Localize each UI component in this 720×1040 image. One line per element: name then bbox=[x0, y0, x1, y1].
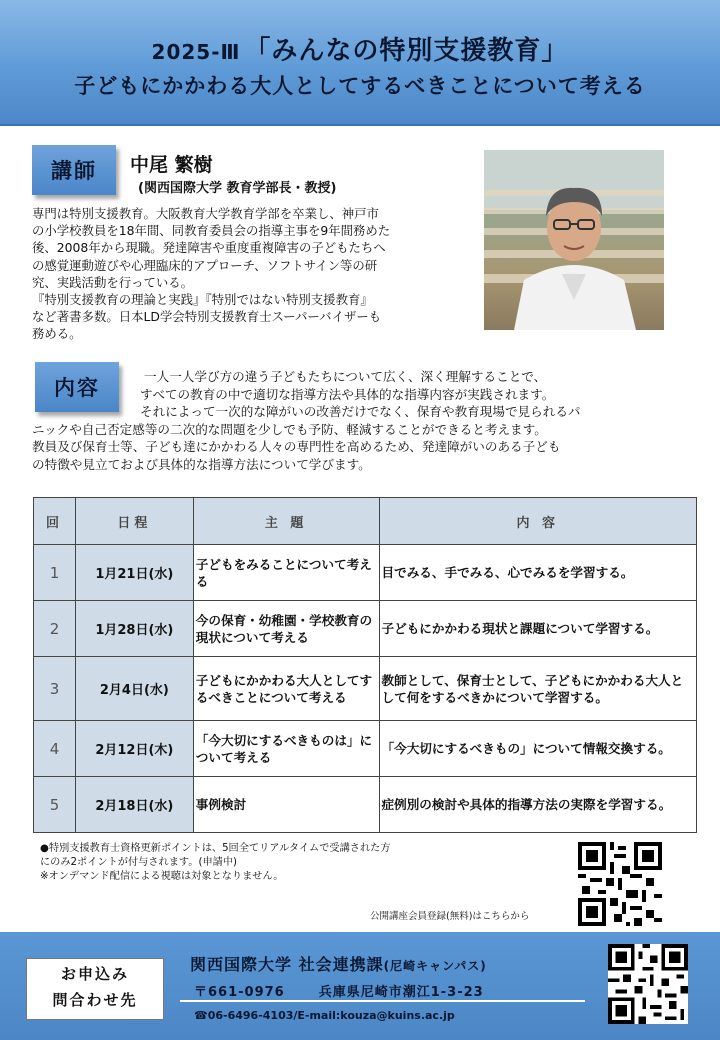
session-desc: 症例別の検討や具体的指導方法の実際を学習する。 bbox=[379, 777, 697, 833]
bio-line: 務める。 bbox=[32, 326, 82, 342]
bio-line: 後、2008年から現職。発達障害や重度重複障害の子どもたちへ bbox=[32, 240, 386, 256]
content-line: 教員及び保育士等、子ども達にかかわる人々の専門性を高めるため、発達障がいのある子ども bbox=[32, 439, 561, 455]
header-year: 2025-Ⅲ bbox=[151, 40, 241, 64]
header-title bbox=[0, 30, 720, 67]
apply-label: お申込み bbox=[60, 965, 129, 983]
session-theme: 子どもにかかわる大人としてするべきことについて考える bbox=[193, 657, 379, 721]
bio-line: の小学校教員を18年間、同教育委員会の指導主事を9年間務めた bbox=[32, 223, 391, 239]
content-line: の特徴や見立ておよび具体的な指導方法について学びます。 bbox=[32, 456, 371, 472]
session-desc: 教師として、保育士として、子どもにかかわる大人として何をするべきかについて学習する。 bbox=[379, 657, 697, 721]
content-line: それによって一次的な障がいの改善だけでなく、保育や教育現場で見られるパ bbox=[140, 404, 581, 420]
note-line: にのみ2ポイントが付与されます。(申請中) bbox=[40, 857, 237, 868]
session-no: 4 bbox=[34, 721, 76, 777]
table-row bbox=[34, 545, 697, 601]
session-desc: 「今大切にするべきもの」について情報交換する。 bbox=[379, 721, 697, 777]
session-date: 2月12日(木) bbox=[75, 721, 193, 777]
footer-divider bbox=[180, 1000, 585, 1002]
lecturer-bio bbox=[32, 205, 472, 343]
session-desc: 目でみる、手でみる、心でみるを学習する。 bbox=[379, 545, 697, 601]
header-theme: 主 題 bbox=[193, 498, 379, 545]
content-tag: 内容 bbox=[35, 362, 119, 412]
lecturer-affiliation: (関西国際大学 教育学部長・教授) bbox=[138, 181, 337, 196]
zip-code: 〒661-0976 bbox=[194, 985, 285, 1000]
note-line: ●特別支援教育士資格更新ポイントは、5回全てリアルタイムで受講された方 bbox=[40, 843, 391, 854]
session-theme: 子どもをみることについて考える bbox=[193, 545, 379, 601]
session-no: 1 bbox=[34, 545, 76, 601]
org-campus: (尼崎キャンパス) bbox=[383, 959, 487, 973]
schedule-table bbox=[33, 497, 697, 833]
registration-label: 公開講座会員登録(無料)はこちらから bbox=[370, 911, 530, 922]
bio-line: 究、実践活動を行っている。 bbox=[32, 274, 194, 290]
notes bbox=[40, 842, 391, 884]
session-desc: 子どもにかかわる現状と課題について学習する。 bbox=[379, 601, 697, 657]
content-line: 一人一人学び方の違う子どもたちについて広く、深く理解することで、 bbox=[144, 369, 547, 384]
content-line: すべての教育の中で適切な指導方法や具体的な指導内容が実践されます。 bbox=[140, 386, 555, 402]
header-title-text: 「みんなの特別支援教育」 bbox=[244, 36, 569, 66]
header-no: 回 bbox=[34, 498, 76, 545]
table-row bbox=[34, 777, 697, 833]
footer-organization bbox=[190, 952, 487, 975]
content-line: ニックや自己否定感等の二次的な問題を少しでも予防、軽減することができると考えます。 bbox=[32, 421, 547, 437]
session-no: 5 bbox=[34, 777, 76, 833]
session-no: 3 bbox=[34, 657, 76, 721]
session-theme: 事例検討 bbox=[193, 777, 379, 833]
session-date: 1月21日(水) bbox=[75, 545, 193, 601]
table-row bbox=[34, 657, 697, 721]
note-line: ※オンデマンド配信による視聴は対象となりません。 bbox=[40, 871, 284, 882]
lecturer-photo bbox=[484, 150, 664, 330]
bio-line: など著書多数。日本LD学会特別支援教育士スーパーバイザーも bbox=[32, 309, 382, 325]
table-row bbox=[34, 721, 697, 777]
bio-line: 『特別支援教育の理論と実践』『特別ではない特別支援教育』 bbox=[32, 292, 373, 308]
bio-line: の感覚運動遊びや心理臨床的アプローチ、ソフトサイン等の研 bbox=[32, 257, 378, 273]
content-description bbox=[32, 368, 672, 474]
footer-contact: ☎06-6496-4103/E-mail:kouza@kuins.ac.jp bbox=[194, 1009, 455, 1022]
table-row bbox=[34, 601, 697, 657]
street-address: 兵庫県尼崎市潮江1-3-23 bbox=[318, 985, 484, 1000]
lecturer-tag: 講師 bbox=[32, 145, 116, 195]
session-date: 1月28日(水) bbox=[75, 601, 193, 657]
footer-qr-code[interactable] bbox=[608, 944, 688, 1024]
org-name: 関西国際大学 社会連携課 bbox=[190, 955, 384, 974]
header-desc: 内 容 bbox=[379, 498, 697, 545]
session-theme: 今の保育・幼稚園・学校教育の現状について考える bbox=[193, 601, 379, 657]
contact-label: 問合わせ先 bbox=[52, 991, 138, 1009]
lecturer-name: 中尾 繁樹 bbox=[130, 154, 213, 176]
bio-line: 専門は特別支援教育。大阪教育大学教育学部を卒業し、神戸市 bbox=[32, 206, 379, 221]
session-date: 2月4日(水) bbox=[75, 657, 193, 721]
header-subtitle: 子どもにかかわる大人としてするべきことについて考える bbox=[74, 74, 646, 98]
footer-address bbox=[194, 981, 484, 1000]
session-theme: 「今大切にするべきものは」について考える bbox=[193, 721, 379, 777]
header-banner bbox=[0, 0, 720, 126]
registration-qr-code[interactable] bbox=[578, 842, 662, 926]
apply-contact-box bbox=[26, 958, 164, 1020]
session-date: 2月18日(水) bbox=[75, 777, 193, 833]
header-date: 日程 bbox=[75, 498, 193, 545]
session-no: 2 bbox=[34, 601, 76, 657]
table-header-row bbox=[34, 498, 697, 545]
